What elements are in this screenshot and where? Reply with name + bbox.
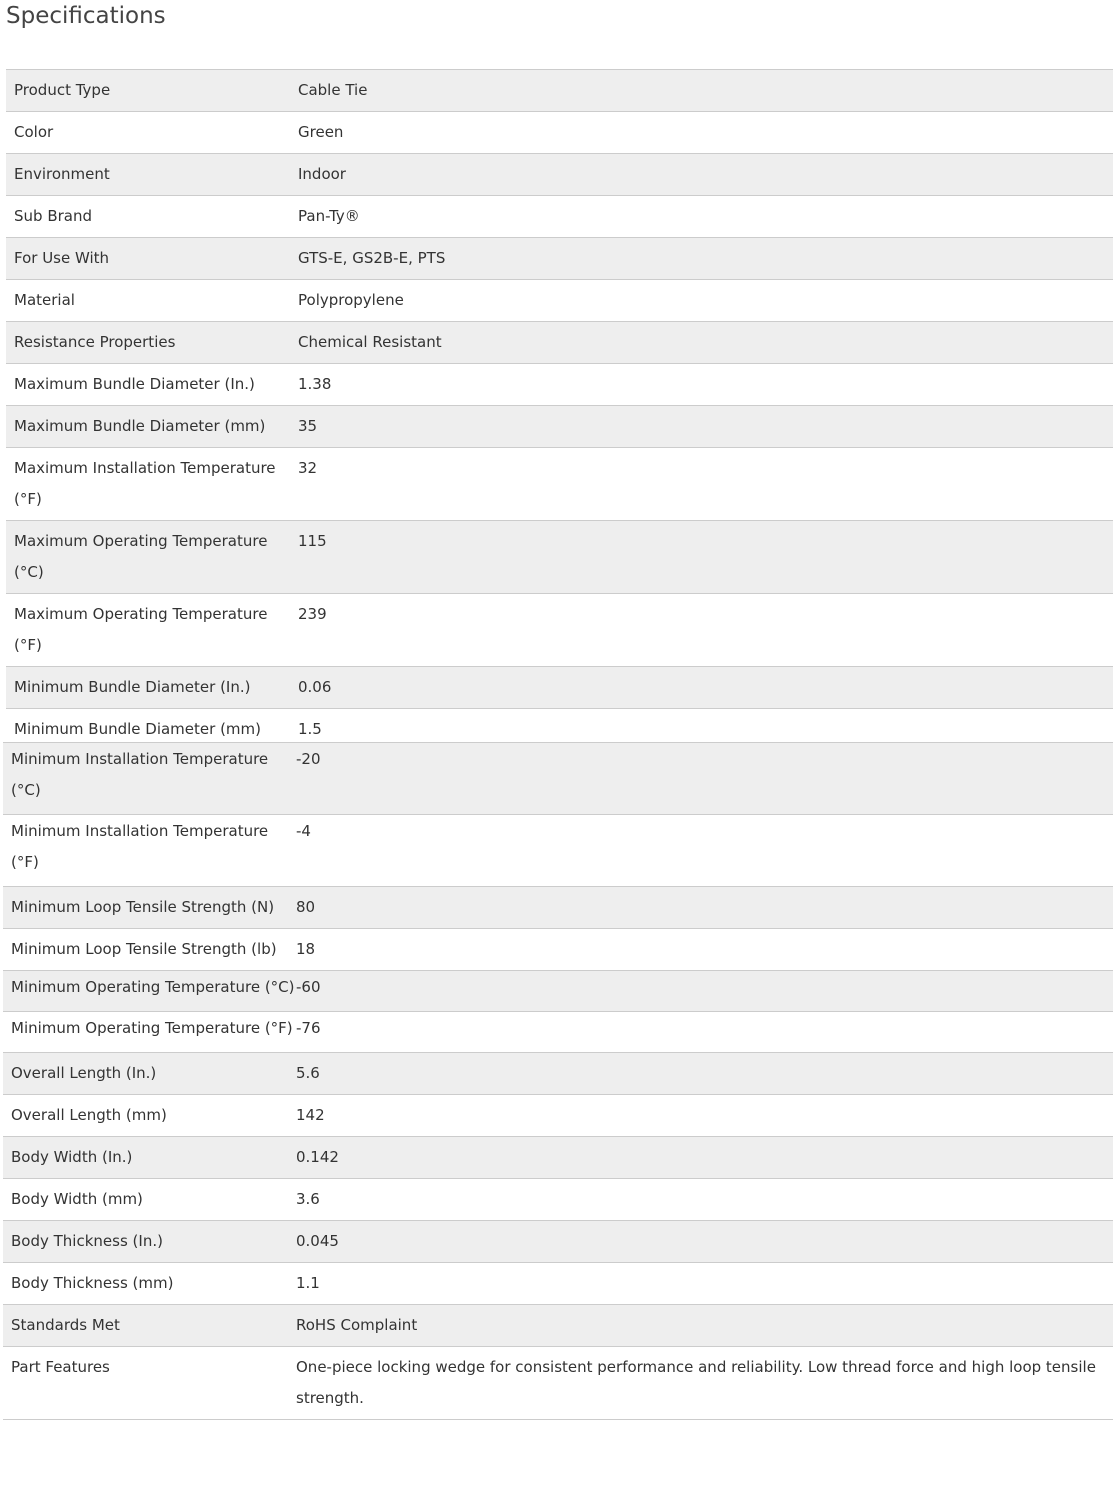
spec-label: Maximum Operating Temperature (°C) (14, 532, 268, 581)
spec-label: Minimum Loop Tensile Strength (lb) (11, 940, 277, 958)
table-row (3, 887, 1113, 929)
spec-label: Maximum Bundle Diameter (In.) (14, 375, 255, 393)
spec-value: -4 (296, 822, 311, 840)
spec-value: 80 (296, 898, 316, 916)
spec-value: Polypropylene (298, 291, 404, 309)
spec-value: Green (298, 123, 344, 141)
table-row (6, 322, 1113, 364)
spec-value: 35 (298, 417, 318, 435)
table-row (6, 196, 1113, 238)
specifications-table (6, 69, 1113, 750)
table-row (3, 1179, 1113, 1221)
table-row (6, 667, 1113, 709)
spec-value: 3.6 (296, 1190, 320, 1208)
table-row (6, 70, 1113, 112)
spec-label: Minimum Bundle Diameter (In.) (14, 678, 251, 696)
table-row (6, 364, 1113, 406)
specifications-table-continued (3, 742, 1113, 1420)
spec-label: Overall Length (mm) (11, 1106, 167, 1124)
spec-label: Maximum Bundle Diameter (mm) (14, 417, 266, 435)
table-row (3, 1012, 1113, 1053)
spec-value: Pan-Ty® (298, 207, 360, 225)
spec-value: One-piece locking wedge for consistent performance and reliability. Low thread force and high loop tensile strength. (296, 1358, 1096, 1407)
spec-label: Body Width (mm) (11, 1190, 143, 1208)
spec-value: Chemical Resistant (298, 333, 442, 351)
spec-value: 0.06 (298, 678, 332, 696)
spec-label: Minimum Installation Temperature (°F) (11, 822, 269, 871)
spec-label: Minimum Bundle Diameter (mm) (14, 720, 261, 738)
table-row (3, 743, 1113, 815)
spec-value: 5.6 (296, 1064, 320, 1082)
spec-value: 239 (298, 605, 327, 623)
table-row (6, 406, 1113, 448)
spec-label: Minimum Operating Temperature (°F) (11, 1019, 293, 1037)
table-row (3, 1137, 1113, 1179)
table-row (6, 238, 1113, 280)
spec-value: -76 (296, 1019, 321, 1037)
spec-value: 1.5 (298, 720, 322, 738)
table-row (3, 971, 1113, 1012)
spec-value: 115 (298, 532, 327, 550)
page-title: Specifications (6, 3, 166, 29)
spec-value: Cable Tie (298, 81, 368, 99)
spec-label: Environment (14, 165, 110, 183)
spec-label: Color (14, 123, 54, 141)
spec-value: 1.38 (298, 375, 332, 393)
table-row (6, 521, 1113, 594)
spec-value: 142 (296, 1106, 325, 1124)
spec-label: Body Width (In.) (11, 1148, 133, 1166)
spec-label: Overall Length (In.) (11, 1064, 157, 1082)
spec-label: Body Thickness (In.) (11, 1232, 163, 1250)
spec-label: Standards Met (11, 1316, 120, 1334)
table-row (6, 154, 1113, 196)
table-row (3, 929, 1113, 971)
spec-value: 32 (298, 459, 318, 477)
table-row (3, 1263, 1113, 1305)
spec-value: -20 (296, 750, 321, 768)
table-row (3, 1347, 1113, 1420)
spec-label: Minimum Installation Temperature (°C) (11, 750, 269, 799)
table-row (6, 112, 1113, 154)
spec-label: Maximum Installation Temperature (°F) (14, 459, 276, 508)
spec-label: Minimum Operating Temperature (°C) (11, 978, 295, 996)
spec-label: For Use With (14, 249, 110, 267)
spec-label: Product Type (14, 81, 111, 99)
spec-label: Resistance Properties (14, 333, 176, 351)
spec-value: 18 (296, 940, 316, 958)
table-row (3, 815, 1113, 887)
spec-label: Sub Brand (14, 207, 92, 225)
spec-label: Material (14, 291, 75, 309)
spec-value: -60 (296, 978, 321, 996)
spec-label: Body Thickness (mm) (11, 1274, 174, 1292)
spec-label: Maximum Operating Temperature (°F) (14, 605, 268, 654)
spec-label: Part Features (11, 1358, 110, 1376)
table-row (3, 1053, 1113, 1095)
spec-value: 1.1 (296, 1274, 320, 1292)
table-row (6, 280, 1113, 322)
spec-label: Minimum Loop Tensile Strength (N) (11, 898, 275, 916)
table-row (6, 594, 1113, 667)
spec-value: 0.142 (296, 1148, 339, 1166)
table-row (3, 1095, 1113, 1137)
spec-value: RoHS Complaint (296, 1316, 418, 1334)
spec-value: Indoor (298, 165, 346, 183)
table-row (6, 448, 1113, 521)
table-row (3, 1305, 1113, 1347)
spec-value: 0.045 (296, 1232, 339, 1250)
spec-value: GTS-E, GS2B-E, PTS (298, 249, 446, 267)
table-row (3, 1221, 1113, 1263)
